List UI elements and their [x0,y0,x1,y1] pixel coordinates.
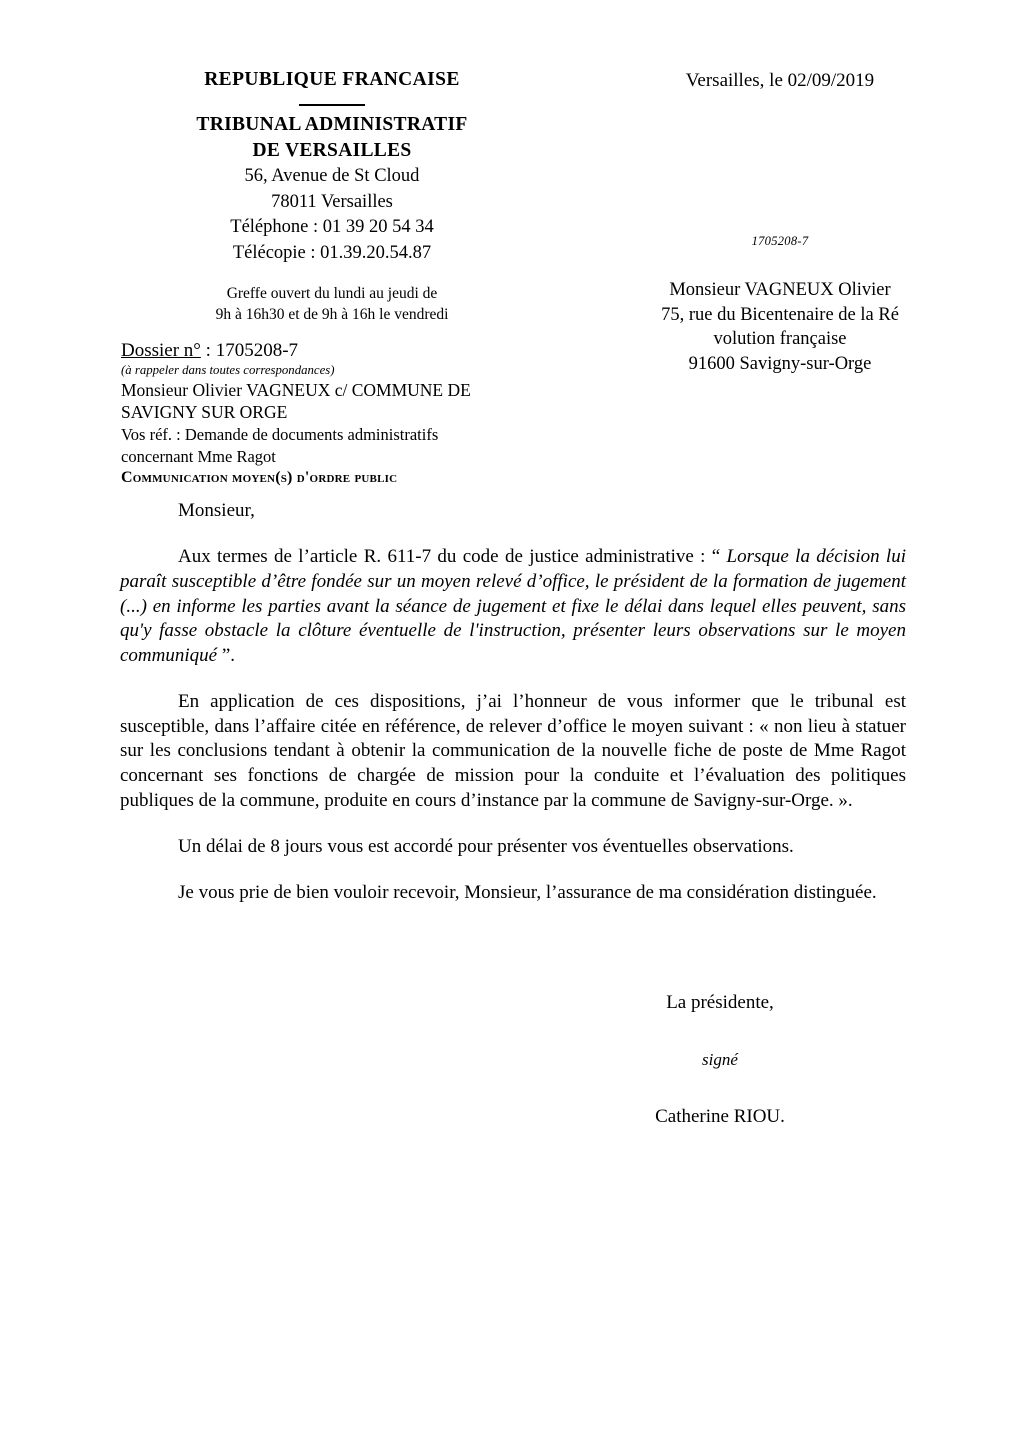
signatory-role: La présidente, [666,992,774,1013]
dossier-vosref-line1: Vos réf. : Demande de documents administratifs [121,425,439,445]
signed-marker: signé [702,1050,738,1069]
signatory-name: Catherine RIOU. [655,1106,785,1127]
recipient-address-line2: volution française [713,329,847,350]
dossier-block [121,340,591,487]
paragraph-1-intro: Aux termes de l’article R. 611-7 du code de justice administrative : “ [178,546,727,567]
dossier-party-line2: SAVIGNY SUR ORGE [121,402,288,423]
salutation: Monsieur, [178,500,255,521]
signature-block [520,992,920,1128]
dossier-vosref-line2: concernant Mme Ragot [121,447,276,467]
court-fax: Télécopie : 01.39.20.54.87 [232,242,432,263]
dossier-label: Dossier n° [121,340,201,361]
recipient-address-block [600,278,960,376]
paragraph-1-quote: Lorsque la décision lui paraît susceptible d’être fondée sur un moyen relevé d’office, le président de la formation de jugement (...) en informe les parties avant la séance de jugement et fixe le délai dans lequel elles peuvent, sans qu'y fasse obstacle la clôture éventuelle de l'instruction, présenter leurs observations sur le moyen communiqué [120,546,906,667]
date-line: Versailles, le 02/09/2019 [685,70,875,91]
header-divider-rule [299,104,365,106]
letter-body [120,545,906,905]
dossier-subject: Communication moyen(s) d'ordre public [121,469,398,487]
paragraph-moyen-releve-office: En application de ces dispositions, j’ai l’honneur de vous informer que le tribunal est susceptible, dans l’affaire citée en référence, de relever d’office le moyen suivant : « non lieu à statuer sur les conclusions tendant à obtenir la communication de la nouvelle fiche de poste de Mme Ragot concernant ses fonctions de chargée de mission pour la conduite et l’évaluation des politiques publiques de la commune, produite en cours d’instance par la commune de Savigny-sur-Orge. ». [120,690,906,812]
dossier-separator: : [200,340,216,361]
court-name-line2: DE VERSAILLES [252,139,412,161]
paragraph-article-citation [120,545,906,669]
dossier-number-line [121,340,591,362]
court-address-line2: 78011 Versailles [271,191,393,212]
paragraph-delai: Un délai de 8 jours vous est accordé pour présenter vos éventuelles observations. [178,835,794,857]
recipient-reference-number: 1705208-7 [751,234,809,248]
recipient-name: Monsieur VAGNEUX Olivier [669,280,891,300]
greffe-hours-line2: 9h à 16h30 et de 9h à 16h le vendredi [215,306,449,324]
dossier-number: 1705208-7 [215,340,299,361]
republic-heading: REPUBLIQUE FRANCAISE [204,69,460,90]
dossier-note: (à rappeler dans toutes correspondances) [121,363,335,378]
greffe-hours-block [92,283,572,326]
dossier-party-line1: Monsieur Olivier VAGNEUX c/ COMMUNE DE [121,380,471,401]
court-address-line1: 56, Avenue de St Cloud [244,166,420,187]
court-phone: Téléphone : 01 39 20 54 34 [230,217,434,238]
recipient-address-line3: 91600 Savigny-sur-Orge [688,353,872,374]
greffe-hours-line1: Greffe ouvert du lundi au jeudi de [226,285,438,302]
paragraph-1-outro: ”. [217,645,236,667]
letterhead-block [92,68,572,265]
paragraph-formule-politesse: Je vous prie de bien vouloir recevoir, Monsieur, l’assurance de ma considération distinguée. [178,881,877,903]
recipient-address-line1: 75, rue du Bicentenaire de la Ré [661,304,899,325]
court-name-line1: TRIBUNAL ADMINISTRATIF [196,114,468,136]
